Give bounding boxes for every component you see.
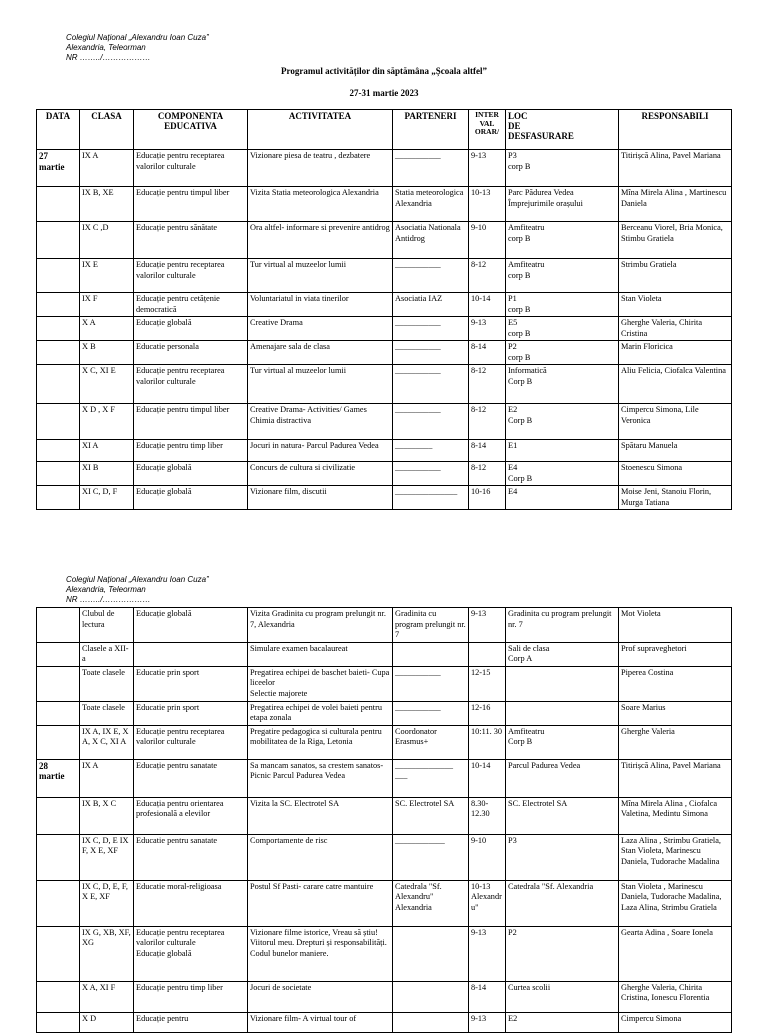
partners-cell: _________ <box>393 440 469 462</box>
class-cell: IX A, IX E, X A, X C, XI A <box>80 725 134 759</box>
interval-cell: 8.30-12.30 <box>469 797 506 834</box>
date-cell <box>37 187 80 222</box>
activity-cell: Creative Drama- Activities/ Games Chimia distractiva <box>248 404 393 440</box>
activity-cell: Sa mancam sanatos, sa crestem sanatos- Picnic Parcul Padurea Vedea <box>248 759 393 797</box>
location-cell: Amfiteatru corp B <box>506 259 619 293</box>
location-cell <box>506 701 619 725</box>
location-cell: P2 <box>506 926 619 981</box>
activity-cell: Simulare examen bacalaureat <box>248 642 393 666</box>
date-cell <box>37 440 80 462</box>
date-cell <box>37 725 80 759</box>
responsible-cell: Soare Marius <box>619 701 732 725</box>
partners-cell <box>393 926 469 981</box>
date-cell <box>37 880 80 926</box>
component-cell <box>134 642 248 666</box>
component-cell: Educație pentru timp liber <box>134 440 248 462</box>
table-row <box>37 666 732 701</box>
location-cell: P3 <box>506 834 619 880</box>
table-row <box>37 341 732 365</box>
class-cell: IX A <box>80 150 134 187</box>
table-row <box>37 880 732 926</box>
location-cell <box>506 666 619 701</box>
class-cell: X A <box>80 317 134 341</box>
location-cell: Gradinita cu program prelungit nr. 7 <box>506 608 619 643</box>
activity-cell: Jocuri in natura- Parcul Padurea Vedea <box>248 440 393 462</box>
date-cell <box>37 293 80 317</box>
activity-cell: Tur virtual al muzeelor lumii <box>248 259 393 293</box>
location-cell: Amfiteatru Corp B <box>506 725 619 759</box>
interval-cell: 9-10 <box>469 222 506 259</box>
location-cell: Curtea scolii <box>506 981 619 1012</box>
class-cell: X B <box>80 341 134 365</box>
component-cell: Educație globală <box>134 608 248 643</box>
school-header <box>66 33 209 63</box>
component-cell: Educație globală <box>134 317 248 341</box>
responsible-cell: Berceanu Viorel, Bria Monica, Stimbu Gratiela <box>619 222 732 259</box>
component-cell: Educație pentru <box>134 1012 248 1032</box>
interval-cell: 8-12 <box>469 462 506 486</box>
responsible-cell: Stoenescu Simona <box>619 462 732 486</box>
partners-cell: ___________ <box>393 259 469 293</box>
component-cell: Educația pentru orientarea profesională a elevilor <box>134 797 248 834</box>
class-cell: Toate clasele <box>80 701 134 725</box>
location-cell: E1 <box>506 440 619 462</box>
date-cell <box>37 608 80 643</box>
activity-cell: Tur virtual al muzeelor lumii <box>248 365 393 404</box>
component-cell: Educatie prin sport <box>134 701 248 725</box>
activity-cell: Jocuri de societate <box>248 981 393 1012</box>
activity-cell: Comportamente de risc <box>248 834 393 880</box>
location-cell: E4 <box>506 486 619 510</box>
interval-cell: 8-14 <box>469 981 506 1012</box>
location-cell: Sali de clasa Corp A <box>506 642 619 666</box>
schedule-table-page-2 <box>36 607 732 1033</box>
date-cell <box>37 404 80 440</box>
class-cell: Clasele a XII-a <box>80 642 134 666</box>
document-dates: 27-31 martie 2023 <box>349 88 419 98</box>
component-cell: Educație globală <box>134 462 248 486</box>
responsible-cell: Gherghe Valeria, Chirita Cristina <box>619 317 732 341</box>
responsible-cell: Prof supraveghetori <box>619 642 732 666</box>
location-cell: SC. Electrotel SA <box>506 797 619 834</box>
partners-cell: Gradinita cu program prelungit nr. 7 <box>393 608 469 643</box>
component-cell: Educație pentru timpul liber <box>134 187 248 222</box>
location-cell: Informatică Corp B <box>506 365 619 404</box>
date-cell <box>37 317 80 341</box>
class-cell: IX F <box>80 293 134 317</box>
class-cell: IX B, X C <box>80 797 134 834</box>
interval-cell: 9-13 <box>469 317 506 341</box>
interval-cell: 12-15 <box>469 666 506 701</box>
location-cell: Parcul Padurea Vedea <box>506 759 619 797</box>
partners-cell <box>393 1012 469 1032</box>
interval-cell: 10:11. 30 <box>469 725 506 759</box>
date-cell <box>37 365 80 404</box>
header-line-school: Colegiul Național „Alexandru Ioan Cuza” <box>66 33 209 42</box>
partners-cell: ___________ <box>393 404 469 440</box>
location-cell: Amfiteatru corp B <box>506 222 619 259</box>
school-header <box>66 575 209 605</box>
location-cell: P2 corp B <box>506 341 619 365</box>
table-row <box>37 701 732 725</box>
table-row <box>37 834 732 880</box>
activity-cell: Vizionare film- A virtual tour of <box>248 1012 393 1032</box>
table-row <box>37 187 732 222</box>
activity-cell: Creative Drama <box>248 317 393 341</box>
responsible-cell: Aliu Felicia, Ciofalca Valentina <box>619 365 732 404</box>
date-cell <box>37 341 80 365</box>
location-cell: E2 Corp B <box>506 404 619 440</box>
header-line-city: Alexandria, Teleorman <box>66 43 146 52</box>
partners-cell: ___________ <box>393 365 469 404</box>
component-cell: Educatie personala <box>134 341 248 365</box>
column-header: CLASA <box>80 110 134 150</box>
class-cell: IX A <box>80 759 134 797</box>
activity-cell: Pregatire pedagogica si culturala pentru mobilitatea de la Riga, Letonia <box>248 725 393 759</box>
date-cell <box>37 259 80 293</box>
interval-cell: 9-13 <box>469 608 506 643</box>
partners-cell: ___________ <box>393 666 469 701</box>
interval-cell: 10-14 <box>469 293 506 317</box>
partners-cell: ___________ <box>393 150 469 187</box>
location-cell: E2 <box>506 1012 619 1032</box>
partners-cell: ___________ <box>393 701 469 725</box>
activity-cell: Vizionare piesa de teatru , dezbatere <box>248 150 393 187</box>
responsible-cell: Gherghe Valeria <box>619 725 732 759</box>
column-header: PARTENERI <box>393 110 469 150</box>
activity-cell: Amenajare sala de clasa <box>248 341 393 365</box>
table-row <box>37 797 732 834</box>
activity-cell: Ora altfel- informare si prevenire antidrog <box>248 222 393 259</box>
responsible-cell: Stan Violeta <box>619 293 732 317</box>
component-cell: Educatie prin sport <box>134 666 248 701</box>
partners-cell: Statia meteorologica Alexandria <box>393 187 469 222</box>
interval-cell: 10-13 Alexandru" <box>469 880 506 926</box>
location-cell: P1 corp B <box>506 293 619 317</box>
date-cell <box>37 222 80 259</box>
component-cell: Educatie moral-religioasa <box>134 880 248 926</box>
responsible-cell: Titirișcă Alina, Pavel Mariana <box>619 150 732 187</box>
interval-cell: 9-13 <box>469 926 506 981</box>
activity-cell: Vizionare film, discutii <box>248 486 393 510</box>
partners-cell: _______________ <box>393 486 469 510</box>
partners-cell: Asociatia IAZ <box>393 293 469 317</box>
component-cell: Educație pentru receptarea valorilor culturale <box>134 259 248 293</box>
activity-cell: Vizita Gradinita cu program prelungit nr. 7, Alexandria <box>248 608 393 643</box>
responsible-cell: Strimbu Gratiela <box>619 259 732 293</box>
location-cell: P3 corp B <box>506 150 619 187</box>
interval-cell: 8-14 <box>469 341 506 365</box>
interval-cell: 12-16 <box>469 701 506 725</box>
date-cell <box>37 926 80 981</box>
interval-cell: 10-14 <box>469 759 506 797</box>
partners-cell: Catedrala "Sf. Alexandru" Alexandria <box>393 880 469 926</box>
interval-cell: 8-14 <box>469 440 506 462</box>
table-row <box>37 150 732 187</box>
column-header: LOC DE DESFASURARE <box>506 110 619 150</box>
interval-cell <box>469 642 506 666</box>
partners-cell: SC. Electrotel SA <box>393 797 469 834</box>
responsible-cell: Mîna Mirela Alina , Ciofalca Valetina, Medintu Simona <box>619 797 732 834</box>
responsible-cell: Laza Alina , Strimbu Gratiela, Stan Violeta, Marinescu Daniela, Tudorache Madalina <box>619 834 732 880</box>
table-row <box>37 404 732 440</box>
responsible-cell: Cimpercu Simona <box>619 1012 732 1032</box>
column-header: DATA <box>37 110 80 150</box>
table-row <box>37 1012 732 1032</box>
interval-cell: 10-16 <box>469 486 506 510</box>
activity-cell: Vizita Statia meteorologica Alexandria <box>248 187 393 222</box>
partners-cell: ___________ <box>393 341 469 365</box>
component-cell: Educație pentru cetățenie democratică <box>134 293 248 317</box>
component-cell: Educatie pentru sanatate <box>134 834 248 880</box>
date-cell: 27 martie <box>37 150 80 187</box>
date-cell <box>37 1012 80 1032</box>
activity-cell: Postul Sf Pasti- carare catre mantuire <box>248 880 393 926</box>
class-cell: IX E <box>80 259 134 293</box>
class-cell: XI A <box>80 440 134 462</box>
table-row <box>37 725 732 759</box>
responsible-cell: Spătaru Manuela <box>619 440 732 462</box>
component-cell: Educație pentru receptarea valorilor culturale <box>134 150 248 187</box>
responsible-cell: Mîna Mirela Alina , Martinescu Daniela <box>619 187 732 222</box>
date-cell <box>37 797 80 834</box>
date-cell <box>37 666 80 701</box>
responsible-cell: Mot Violeta <box>619 608 732 643</box>
table-row <box>37 293 732 317</box>
responsible-cell: Piperea Costina <box>619 666 732 701</box>
header-line-nr: NR ……../……………… <box>66 53 151 62</box>
interval-cell: 8-12 <box>469 365 506 404</box>
table-header-row <box>37 110 732 150</box>
header-line-school: Colegiul Național „Alexandru Ioan Cuza” <box>66 575 209 584</box>
class-cell: IX G, XB, XF, XG <box>80 926 134 981</box>
date-cell <box>37 486 80 510</box>
responsible-cell: Titirișcă Alina, Pavel Mariana <box>619 759 732 797</box>
header-line-city: Alexandria, Teleorman <box>66 585 146 594</box>
schedule-table-page-1 <box>36 109 732 510</box>
partners-cell <box>393 981 469 1012</box>
partners-cell: ___________ <box>393 317 469 341</box>
table-row <box>37 759 732 797</box>
partners-cell: ___________ <box>393 462 469 486</box>
class-cell: X A, XI F <box>80 981 134 1012</box>
table-row <box>37 486 732 510</box>
table-row <box>37 642 732 666</box>
activity-cell: Vizionare filme istorice, Vreau să știu! Viitorul meu. Drepturi și responsabilități. Codul bunelor maniere. <box>248 926 393 981</box>
location-cell: E4 Corp B <box>506 462 619 486</box>
table-row <box>37 462 732 486</box>
activity-cell: Concurs de cultura si civilizatie <box>248 462 393 486</box>
component-cell: Educație pentru timpul liber <box>134 404 248 440</box>
location-cell: Catedrala "Sf. Alexandria <box>506 880 619 926</box>
location-cell: Parc Pădurea Vedea Împrejurimile orașului <box>506 187 619 222</box>
interval-cell: 10-13 <box>469 187 506 222</box>
interval-cell: 8-12 <box>469 404 506 440</box>
interval-cell: 8-12 <box>469 259 506 293</box>
interval-cell: 9-13 <box>469 1012 506 1032</box>
location-cell: E5 corp B <box>506 317 619 341</box>
activity-cell: Vizita la SC. Electrotel SA <box>248 797 393 834</box>
header-line-nr: NR ……../……………… <box>66 595 151 604</box>
responsible-cell: Marin Floricica <box>619 341 732 365</box>
class-cell: Toate clasele <box>80 666 134 701</box>
component-cell: Educație pentru receptarea valorilor culturale <box>134 725 248 759</box>
activity-cell: Pregatirea echipei de baschet baieti- Cupa liceelor Selectie majorete <box>248 666 393 701</box>
class-cell: Clubul de lectura <box>80 608 134 643</box>
class-cell: X C, XI E <box>80 365 134 404</box>
column-header: RESPONSABILI <box>619 110 732 150</box>
table-row <box>37 259 732 293</box>
table-row <box>37 926 732 981</box>
partners-cell: ____________ <box>393 834 469 880</box>
date-cell: 28 martie <box>37 759 80 797</box>
class-cell: X D <box>80 1012 134 1032</box>
responsible-cell: Stan Violeta , Marinescu Daniela, Tudorache Madalina, Laza Alina, Strimbu Gratiela <box>619 880 732 926</box>
responsible-cell: Gearta Adina , Soare Ionela <box>619 926 732 981</box>
class-cell: IX C, D, E, F, X E, XF <box>80 880 134 926</box>
component-cell: Educație pentru timp liber <box>134 981 248 1012</box>
activity-cell: Voluntariatul in viata tinerilor <box>248 293 393 317</box>
component-cell: Educație pentru receptarea valorilor culturale Educație globală <box>134 926 248 981</box>
date-cell <box>37 462 80 486</box>
table-row <box>37 365 732 404</box>
component-cell: Educație pentru receptarea valorilor culturale <box>134 365 248 404</box>
date-cell <box>37 834 80 880</box>
partners-cell: Asociatia Nationala Antidrog <box>393 222 469 259</box>
table-row <box>37 317 732 341</box>
table-row <box>37 981 732 1012</box>
date-cell <box>37 701 80 725</box>
class-cell: XI C, D, F <box>80 486 134 510</box>
partners-cell: ______________ ___ <box>393 759 469 797</box>
column-header: COMPONENTA EDUCATIVA <box>134 110 248 150</box>
class-cell: IX C ,D <box>80 222 134 259</box>
table-row <box>37 608 732 643</box>
table-row <box>37 440 732 462</box>
component-cell: Educație pentru sanatate <box>134 759 248 797</box>
responsible-cell: Moise Jeni, Stanoiu Florin, Murga Tatiana <box>619 486 732 510</box>
column-header: ACTIVITATEA <box>248 110 393 150</box>
date-cell <box>37 642 80 666</box>
component-cell: Educație globală <box>134 486 248 510</box>
component-cell: Educație pentru sănătate <box>134 222 248 259</box>
interval-cell: 9-13 <box>469 150 506 187</box>
activity-cell: Pregatirea echipei de volei baieti pentru etapa zonala <box>248 701 393 725</box>
page-2 <box>0 570 768 1024</box>
partners-cell: Coordonator Erasmus+ <box>393 725 469 759</box>
column-header: INTER VAL ORAR/ <box>469 110 506 150</box>
class-cell: IX B, XE <box>80 187 134 222</box>
responsible-cell: Gherghe Valeria, Chirita Cristina, Ionescu Florentia <box>619 981 732 1012</box>
class-cell: XI B <box>80 462 134 486</box>
date-cell <box>37 981 80 1012</box>
table-row <box>37 222 732 259</box>
responsible-cell: Cimpercu Simona, Lile Veronica <box>619 404 732 440</box>
class-cell: X D , X F <box>80 404 134 440</box>
document-title: Programul activităților din săptămâna „Școala altfel” <box>281 66 487 76</box>
interval-cell: 9-10 <box>469 834 506 880</box>
class-cell: IX C, D, E IX F, X E, XF <box>80 834 134 880</box>
partners-cell <box>393 642 469 666</box>
